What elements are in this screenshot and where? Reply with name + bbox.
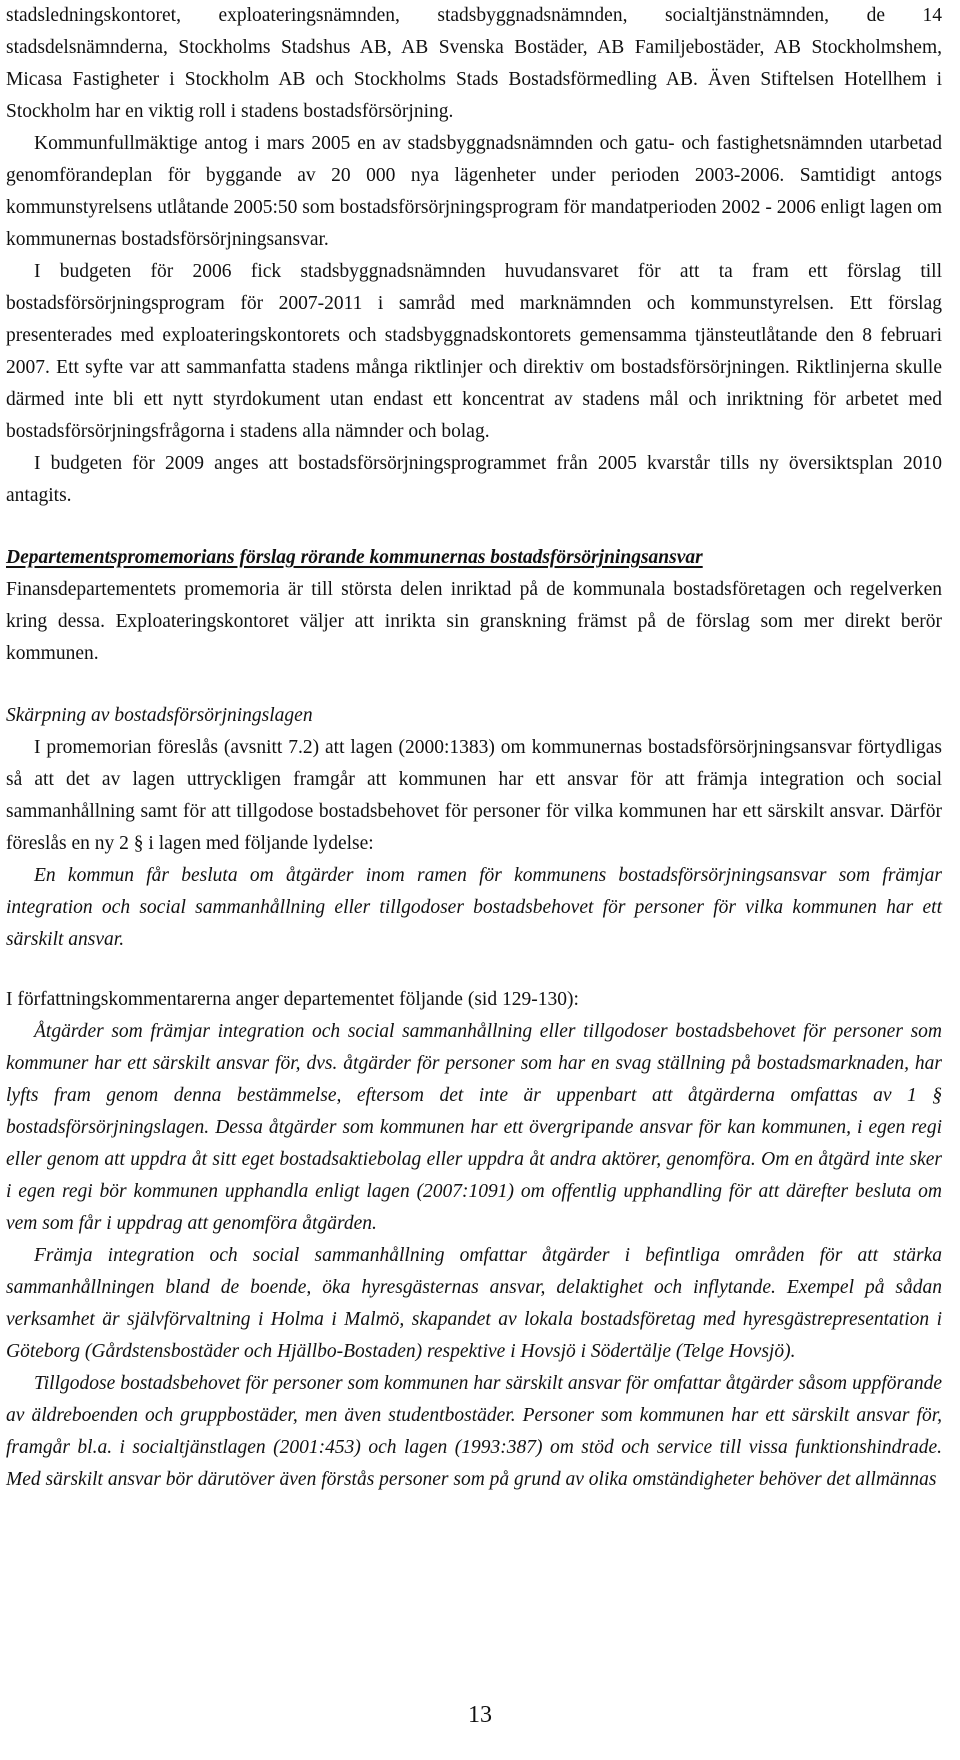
paragraph-2005-plan: Kommunfullmäktige antog i mars 2005 en av stadsbyggnadsnämnden och gatu- och fastighetsnämnden utarbetad genomförandeplan för byggande av 20 000 nya lägenheter under perioden 2003-2006. Samtidigt antogs kommunstyrelsens utlåtande 2005:50 som bostadsförsörjningsprogram för mandatperioden 2002 - 2006 enligt lagen om kommunernas bostadsförsörjningsansvar. <box>6 133 942 250</box>
section-heading-skarpning: Skärpning av bostadsförsörjningslagen <box>6 705 313 726</box>
law-quote: En kommun får besluta om åtgärder inom ramen för kommunens bostadsförsörjningsansvar som främjar integration och social sammanhållning eller tillgodoser bostadsbehovet för personer för vilka kommunen har ett särskilt ansvar. <box>6 865 942 950</box>
page-number: 13 <box>468 1702 492 1728</box>
commentary-intro: I författningskommentarerna anger departementet följande (sid 129-130): <box>6 989 579 1010</box>
commentary-quote-3: Tillgodose bostadsbehovet för personer som kommunen har särskilt ansvar för omfattar åtgärder såsom uppförande av äldreboenden och gruppbostäder, men även studentbostäder. Personer som kommunen har ett särskilt ansvar för, framgår bl.a. i socialtjänstlagen (2001:453) och lagen (1993:387) om stöd och service till vissa funktionshindrade. Med särskilt ansvar bör därutöver även förstås personer som på grund av olika omständigheter behöver det allmännas <box>6 1373 942 1490</box>
section-skarpning-text: I promemorian föreslås (avsnitt 7.2) att lagen (2000:1383) om kommunernas bostadsförsörjningsansvar förtydligas så att det av lagen uttryckligen framgår att kommunen har ett ansvar för att främja integration och social sammanhållning samt för att tillgodose bostadsbehovet för personer för vilka kommunen har ett särskilt ansvar. Därför föreslås en ny 2 § i lagen med följande lydelse: <box>6 737 942 854</box>
paragraph-housing-actors: stadsledningskontoret, exploateringsnämnden, stadsbyggnadsnämnden, socialtjänstnämnden, de 14 stadsdelsnämnderna, Stockholms Stadshus AB, AB Svenska Bostäder, AB Familjebostäder, AB Stockholmshem, Micasa Fastigheter i Stockholm AB och Stockholms Stads Bostadsförmedling AB. Även Stiftelsen Hotellhem i Stockholm har en viktig roll i stadens bostadsförsörjning. <box>6 5 942 122</box>
section-promemoria-text: Finansdepartementets promemoria är till största delen inriktad på de kommunala bostadsföretagen och regelverken kring dessa. Exploateringskontoret väljer att inrikta sin granskning främst på de förslag som mer direkt berör kommunen. <box>6 579 942 664</box>
commentary-quote-2: Främja integration och social sammanhållning omfattar åtgärder i befintliga områden för att stärka sammanhållningen bland de boende, öka hyresgästernas ansvar, delaktighet och inflytande. Exempel på sådan verksamhet är självförvaltning i Holma i Malmö, skapandet av lokala bostadsföretag med hyresgästrepresentation i Göteborg (Gårdstensbostäder och Hjällbo-Bostaden) respektive i Hovsjö i Södertälje (Telge Hovsjö). <box>6 1245 942 1362</box>
section-heading-promemoria: Departementspromemorians förslag rörande kommunernas bostadsförsörjningsansvar <box>6 547 703 568</box>
body-text <box>6 0 942 1496</box>
paragraph-2009-budget: I budgeten för 2009 anges att bostadsförsörjningsprogrammet från 2005 kvarstår tills ny översiktsplan 2010 antagits. <box>6 453 942 506</box>
commentary-quote-1: Åtgärder som främjar integration och social sammanhållning eller tillgodoser bostadsbehovet för personer som kommuner har ett särskilt ansvar för, dvs. åtgärder för personer som har en svag ställning på bostadsmarknaden, har lyfts fram genom denna bestämmelse, eftersom det inte är uppenbart att åtgärderna omfattas av 1 § bostadsförsörjningslagen. Dessa åtgärder som kommunen har ett övergripande ansvar för kan kommunen, i egen regi eller genom att uppdra åt sitt eget bostadsaktiebolag eller uppdra åt andra aktörer, genomföra. Om en åtgärd inte sker i egen regi bör kommunen upphandla enligt lagen (2007:1091) om offentlig upphandling för att därefter besluta om vem som får i uppdrag att genomföra åtgärden. <box>6 1021 942 1234</box>
paragraph-2006-budget: I budgeten för 2006 fick stadsbyggnadsnämnden huvudansvaret för att ta fram ett förslag till bostadsförsörjningsprogram för 2007-2011 i samråd med marknämnden och kommunstyrelsen. Ett förslag presenterades med exploateringskontorets och stadsbyggnadskontorets gemensamma tjänsteutlåtande den 8 februari 2007. Ett syfte var att sammanfatta stadens många riktlinjer och direktiv om bostadsförsörjningen. Riktlinjerna skulle därmed inte bli ett nytt styrdokument utan endast ett koncentrat av stadens mål och inriktning för arbetet med bostadsförsörjningsfrågorna i stadens alla nämnder och bolag. <box>6 261 942 442</box>
